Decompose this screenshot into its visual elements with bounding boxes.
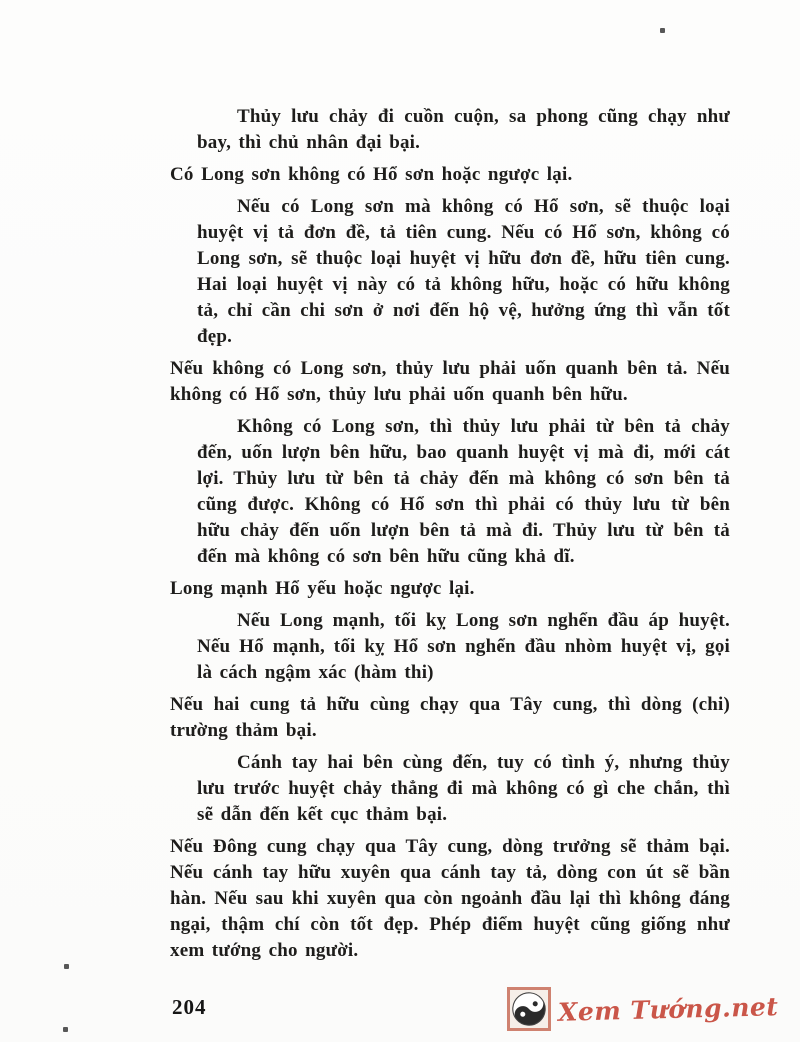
text-line: ngại, thậm chí còn tốt đẹp. Phép điểm huyệt cũng giống như <box>170 914 730 935</box>
statement-block <box>170 692 730 744</box>
scan-speck <box>64 964 69 969</box>
text-line: Long mạnh Hổ yếu hoặc ngược lại. <box>170 578 475 599</box>
statement-block <box>170 356 730 408</box>
yin-yang-icon <box>507 987 551 1031</box>
statement-block <box>170 162 730 188</box>
text-line: huyệt vị tả đơn đề, tả tiên cung. Nếu có Hổ sơn, không có <box>197 222 730 243</box>
text-line: Không có Long sơn, thì thủy lưu phải từ bên tả chảy <box>237 416 730 437</box>
text-line: hữu chảy đến uốn lượn bên tả mà đi. Thủy lưu từ bên tả <box>197 520 730 541</box>
text-line: bay, thì chủ nhân đại bại. <box>197 132 421 153</box>
text-line: là cách ngậm xác (hàm thi) <box>197 662 434 683</box>
text-line: lợi. Thủy lưu từ bên tả chảy đến mà không có sơn bên tả <box>197 468 730 489</box>
text-line: Nếu hai cung tả hữu cùng chạy qua Tây cung, thì dòng (chi) <box>170 694 730 715</box>
text-line: Hai loại huyệt vị này có tả không hữu, hoặc có hữu không <box>197 274 730 295</box>
scan-speck <box>660 28 665 33</box>
watermark <box>507 987 778 1031</box>
text-line: đến, uốn lượn bên hữu, bao quanh huyệt vị mà đi, mới cát <box>197 442 730 463</box>
text-line: Cánh tay hai bên cùng đến, tuy có tình ý, nhưng thủy <box>237 752 730 773</box>
text-line: đẹp. <box>197 326 233 347</box>
text-line: tả, chỉ cần chi sơn ở nơi đến hộ vệ, hưởng ứng thì vẫn tốt <box>197 300 730 321</box>
statement-block <box>170 834 730 964</box>
text-line: hàn. Nếu sau khi xuyên qua còn ngoảnh đầu lại thì không đáng <box>170 888 730 909</box>
text-line: Long sơn, sẽ thuộc loại huyệt vị hữu đơn đề, hữu tiên cung. <box>197 248 730 269</box>
text-line: sẽ dẫn đến kết cục thảm bại. <box>197 804 448 825</box>
statement-block <box>170 576 730 602</box>
scan-speck <box>63 1027 68 1032</box>
commentary-block <box>170 104 730 156</box>
page-number: 204 <box>172 995 207 1019</box>
page-text <box>170 104 730 970</box>
text-line: Có Long sơn không có Hổ sơn hoặc ngược lại. <box>170 164 573 185</box>
commentary-block <box>170 750 730 828</box>
text-line: Nếu không có Long sơn, thủy lưu phải uốn quanh bên tả. Nếu <box>170 358 730 379</box>
text-line: đến mà không có sơn bên hữu cũng khả dĩ. <box>197 546 575 567</box>
commentary-block <box>170 194 730 350</box>
text-line: Nếu Đông cung chạy qua Tây cung, dòng trưởng sẽ thảm bại. <box>170 836 730 857</box>
text-line: Nếu Long mạnh, tối kỵ Long sơn nghển đầu áp huyệt. <box>237 610 730 631</box>
text-line: Nếu cánh tay hữu xuyên qua cánh tay tả, dòng con út sẽ bần <box>170 862 730 883</box>
text-line: không có Hổ sơn, thủy lưu phải uốn quanh bên hữu. <box>170 384 628 405</box>
commentary-block <box>170 414 730 570</box>
text-line: Thủy lưu chảy đi cuồn cuộn, sa phong cũng chạy như <box>237 106 730 127</box>
text-line: xem tướng cho người. <box>170 940 359 961</box>
commentary-block <box>170 608 730 686</box>
text-line: lưu trước huyệt chảy thẳng đi mà không có gì che chắn, thì <box>197 778 730 799</box>
text-line: trường thảm bại. <box>170 720 317 741</box>
text-line: Nếu có Long sơn mà không có Hổ sơn, sẽ thuộc loại <box>237 196 730 217</box>
text-line: Nếu Hổ mạnh, tối kỵ Hổ sơn nghển đầu nhòm huyệt vị, gọi <box>197 636 730 657</box>
watermark-text: Xem Tướng.net <box>557 991 779 1027</box>
text-line: cũng được. Không có Hổ sơn thì phải có thủy lưu từ bên <box>197 494 730 515</box>
